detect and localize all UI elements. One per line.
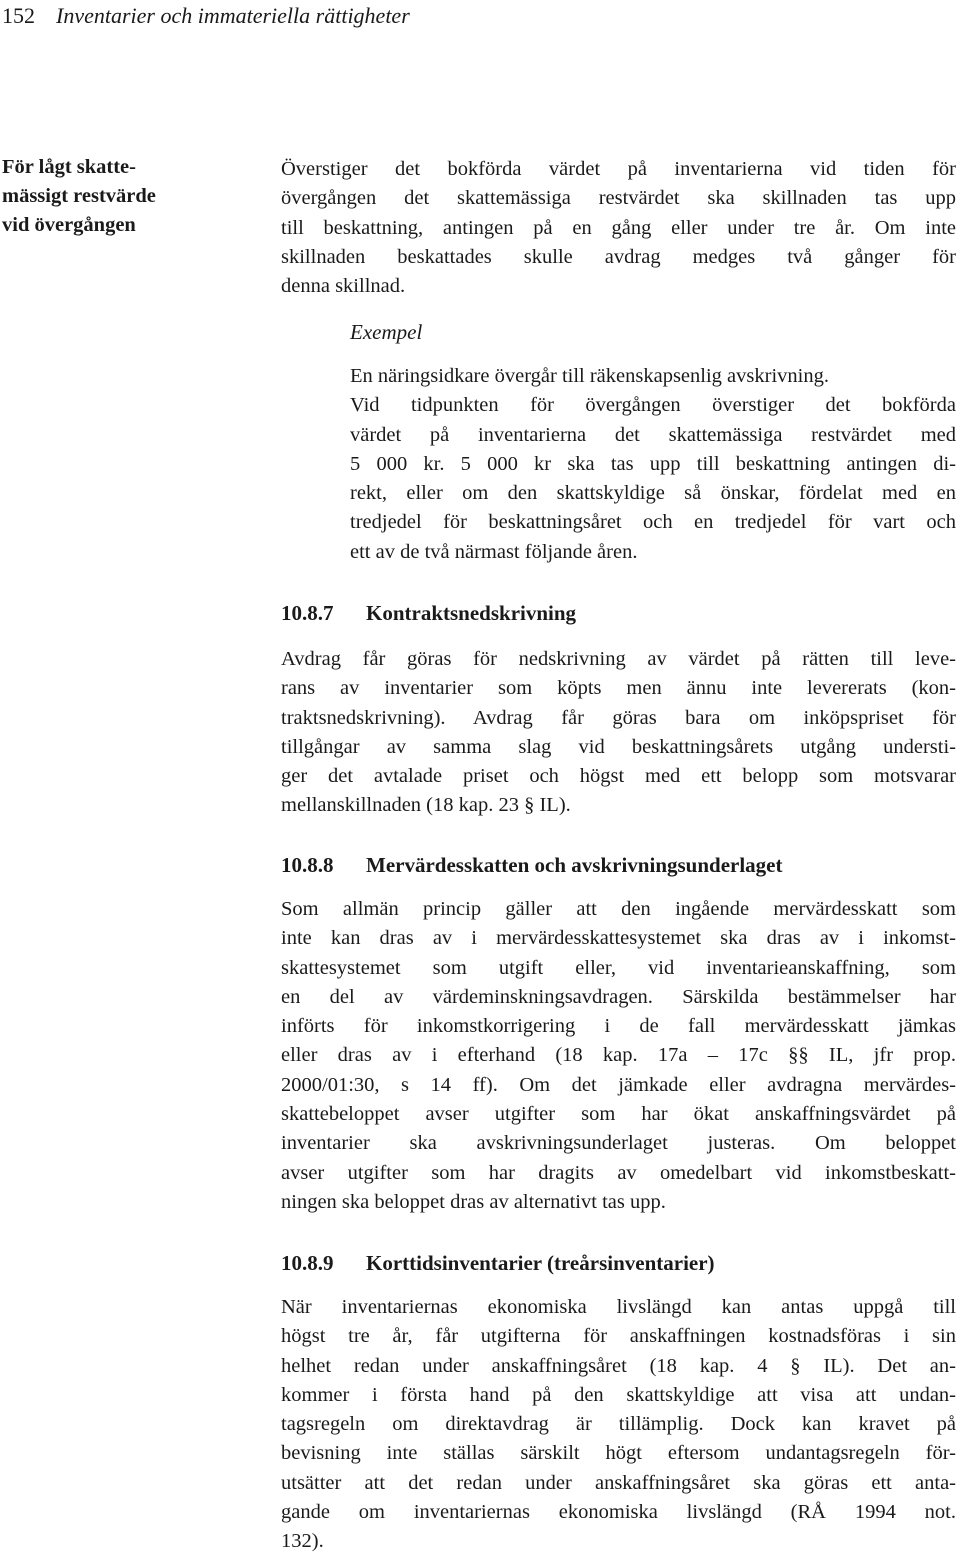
paragraph-line: inventarier ska avskrivningsunderlaget justeras. Om beloppet — [281, 1132, 956, 1155]
section-title: Korttidsinventarier (treårsinventarier) — [366, 1251, 715, 1275]
paragraph-line: skattesystemet som utgift eller, vid inventarieanskaffning, som — [281, 956, 956, 979]
paragraph-line: När inventariernas ekonomiska livslängd kan antas uppgå till — [281, 1296, 956, 1318]
paragraph-line: införts för inkomstkorrigering i de fall mervärdesskatt jämkas — [281, 1015, 956, 1038]
section-heading — [281, 598, 576, 628]
paragraph-line: kommer i första hand på den skattskyldige att visa att undan- — [281, 1383, 956, 1406]
section-title: Kontraktsnedskrivning — [366, 601, 577, 625]
paragraph-line: skillnaden beskattades skulle avdrag medges två gånger för — [281, 245, 956, 268]
paragraph-line: denna skillnad. — [281, 275, 406, 298]
paragraph-line: tagsregeln om direktavdrag är tillämplig. Dock kan kravet på — [281, 1413, 956, 1436]
paragraph-line: skattebeloppet avser utgifter som har ökat anskaffningsvärdet på — [281, 1103, 956, 1126]
paragraph-line: mellanskillnaden (18 kap. 23 § IL). — [281, 794, 571, 817]
section-number: 10.8.7 — [281, 601, 334, 625]
paragraph-line: bevisning inte ställas särskilt högt eftersom undantagsregeln för- — [281, 1442, 956, 1465]
section-heading — [281, 850, 783, 880]
section-paragraph — [281, 895, 956, 1217]
running-title: Inventarier och immateriella rättigheter — [56, 3, 410, 28]
section-paragraph — [281, 1293, 956, 1557]
example-paragraph — [350, 362, 956, 567]
margin-note — [2, 153, 212, 240]
paragraph-line: Vid tidpunkten för övergången överstiger det bokförda — [350, 394, 956, 417]
margin-note-line: För lågt skatte- — [2, 156, 136, 178]
section-number: 10.8.8 — [281, 853, 334, 877]
paragraph-line: högst tre år, får utgifterna för anskaffningen kostnadsföras i sin — [281, 1325, 956, 1348]
example-title: Exempel — [350, 320, 423, 344]
paragraph-line: tredjedel för beskattningsåret och en tredjedel för vart och — [350, 511, 956, 534]
margin-note-line: vid övergången — [2, 214, 136, 236]
section-paragraph — [281, 645, 956, 821]
paragraph-line: traktsnedskrivning). Avdrag får göras bara om inköpspriset för — [281, 706, 956, 729]
section-heading — [281, 1248, 715, 1278]
margin-note-line: mässigt restvärde — [2, 185, 156, 207]
paragraph-line: 132). — [281, 1530, 324, 1553]
paragraph-line: Som allmän princip gäller att den ingående mervärdesskatt som — [281, 898, 956, 920]
paragraph-line: rekt, eller om den skattskyldige så önskar, fördelat med en — [350, 482, 956, 505]
paragraph-line: till beskattning, antingen på en gång eller under tre år. Om inte — [281, 216, 956, 239]
paragraph-line: 2000/01:30, s 14 ff). Om det jämkade eller avdragna mervärdes- — [281, 1073, 956, 1096]
paragraph-line: eller dras av i efterhand (18 kap. 17a – 17c §§ IL, jfr prop. — [281, 1044, 956, 1067]
paragraph-line: Avdrag får göras för nedskrivning av värdet på rätten till leve- — [281, 648, 956, 670]
paragraph-line: inte kan dras av i mervärdesskattesystemet ska dras av i inkomst- — [281, 927, 956, 950]
page-header — [0, 0, 960, 30]
paragraph-line: utsätter att det redan under anskaffningsåret ska göras ett anta- — [281, 1471, 956, 1494]
paragraph-line: värdet på inventarierna det skattemässiga restvärdet med — [350, 423, 956, 446]
section-number: 10.8.9 — [281, 1251, 334, 1275]
paragraph-line: tillgångar av samma slag vid beskattningsårets utgång understi- — [281, 735, 956, 758]
paragraph-line: övergången det skattemässiga restvärdet ska skillnaden tas upp — [281, 187, 956, 210]
section-title: Mervärdesskatten och avskrivningsunderlaget — [366, 853, 783, 877]
paragraph-line: ningen ska beloppet dras av alternativt tas upp. — [281, 1190, 666, 1213]
paragraph-line: ett av de två närmast följande åren. — [350, 540, 638, 563]
paragraph-line: avser utgifter som har dragits av omedelbart vid inkomstbeskatt- — [281, 1161, 956, 1184]
paragraph-line: rans av inventarier som köpts men ännu inte levererats (kon- — [281, 677, 956, 700]
paragraph-line: helhet redan under anskaffningsåret (18 kap. 4 § IL). Det an- — [281, 1354, 956, 1377]
paragraph-line: Överstiger det bokförda värdet på inventarierna vid tiden för — [281, 158, 956, 180]
paragraph-line: ger det avtalade priset och högst med ett belopp som motsvarar — [281, 765, 956, 788]
intro-paragraph — [281, 155, 956, 301]
paragraph-line: en del av värdeminskningsavdragen. Särskilda bestämmelser har — [281, 985, 956, 1008]
paragraph-line: En näringsidkare övergår till räkenskapsenlig avskrivning. — [350, 365, 829, 387]
paragraph-line: gande om inventariernas ekonomiska livslängd (RÅ 1994 not. — [281, 1501, 956, 1524]
paragraph-line: 5 000 kr. 5 000 kr ska tas upp till beskattning antingen di- — [350, 452, 956, 475]
page-number: 152 — [2, 3, 35, 28]
